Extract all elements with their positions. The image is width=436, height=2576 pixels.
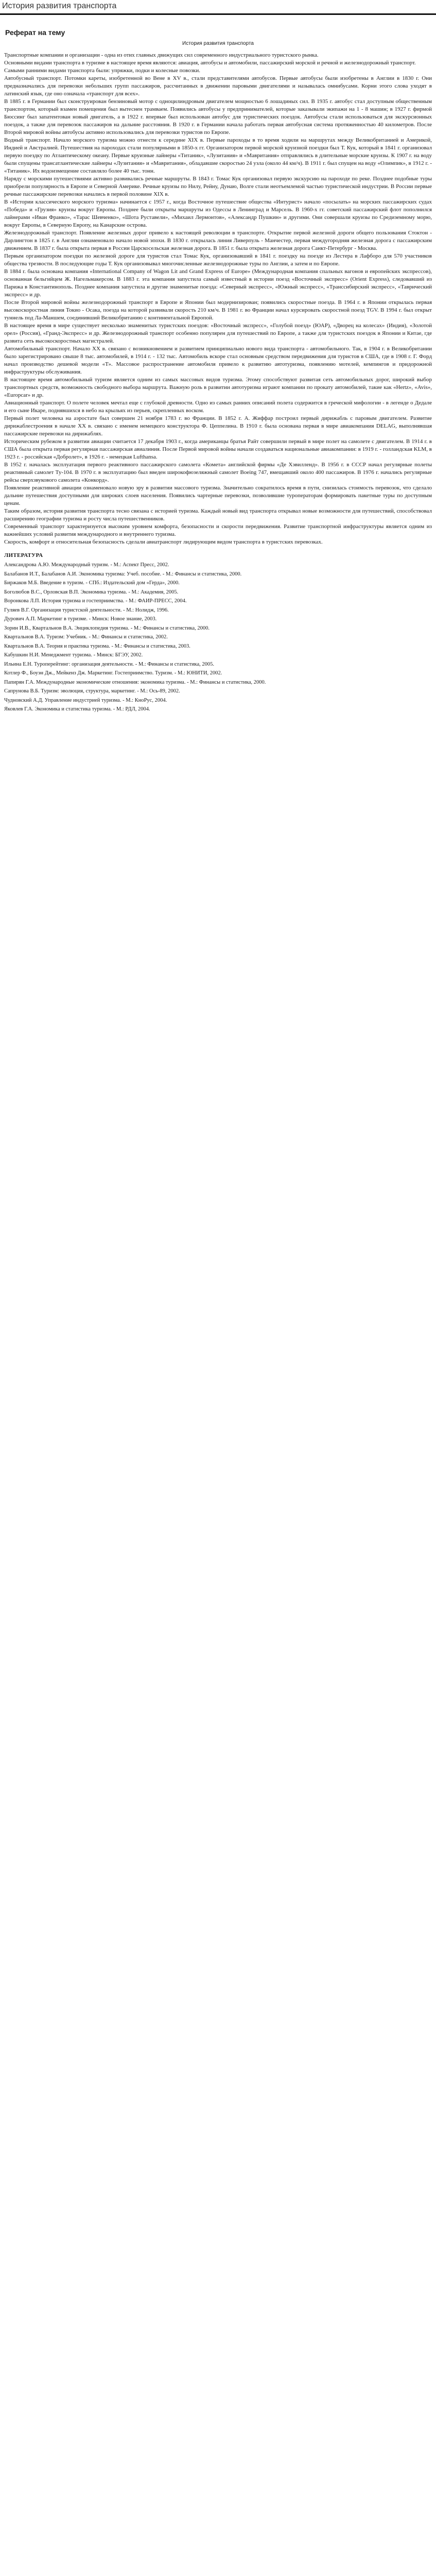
reference-item: Чудновский А.Д. Управление индустрией туризма. - М.: КноРус, 2004. [4,697,167,703]
paragraph: После Второй мировой войны железнодорожный транспорт в Европе и Японии был модернизирован; появились скоростные поезда. В 1964 г. в Японии открылась первая высокоскоростная линия Токио - Осака, поезда на которой развивали скорость 210 км/ч. В 1981 г. во Франции начал курсировать скоростной поезд TGV. В 1994 г. был открыт туннель под Ла-Маншем, соединивший Великобританию с континентальной Европой. [4,299,432,321]
paragraph: Наряду с морскими путешествиями активно развивались речные маршруты. В 1843 г. Томас Кук организовал первую экскурсию на пароходе по реке. Позднее подобные туры приобрели популярность в Европе и Северной Америке. Речные круизы по Нилу, Рейну, Дунаю, Волге стали неотъемлемой частью туристической индустрии. В России первые речные пассажирские перевозки начались в первой половине XIX в. [4,176,432,197]
paragraph: В 1884 г. была основана компания «International Company of Wagon Lit and Grand Express of Europe» (Международная компания спальных вагонов и европейских экспрессов), основанная бельгийцем Ж. Нагельмакерсом. В 1883 г. эта компания запустила самый известный в истории поезд «Восточный экспресс» (Orient Express), следовавший из Парижа в Константинополь. Позднее компания запустила и другие знаменитые поезда: «Северный экспресс», «Южный экспресс», «Транссибирский экспресс», «Таврический экспресс» и др. [4,268,432,298]
reference-item: Дурович А.П. Маркетинг в туризме. - Минск: Новое знание, 2003. [4,616,157,622]
reference-item: Квартальнов В.А. Туризм: Учебник. - М.: Финансы и статистика, 2002. [4,634,168,640]
paragraph: Автобусный транспорт. Потомки кареты, изобретенной во Вене в XV в., стали представителями автобусов. Первые автобусы были изобретены в Англии в 1830 г. Они предназначались для перевозки небольших групп пассажиров, рассчитанных в движении паровыми двигателями и называлась омнибусами. Корни этого слова уходят в латинский язык, где оно означала «транспорт для всех». [4,75,432,97]
paragraph: Современный транспорт характеризуется высоким уровнем комфорта, безопасности и скорости передвижения. Развитие транспортной инфраструктуры является одним из важнейших условий развития международного и внутреннего туризма. [4,523,432,537]
reference-item: Биржаков М.Б. Введение в туризм. - СПб.: Издательский дом «Герда», 2000. [4,580,180,586]
body-text [4,52,432,546]
title-divider [0,13,436,15]
reference-item: Кабушкин Н.И. Менеджмент туризма. - Минск: БГЭУ, 2002. [4,652,143,658]
paragraph: Железнодорожный транспорт. Появление железных дорог привело к настоящей революции в транспорте. Открытие первой железной дороги общего пользования Стоктон - Дарлингтон в 1825 г. в Англии ознаменовало начало новой эпохи. В 1830 г. открылась линия Ливерпуль - Манчестер, первая междугородняя железная дорога с пассажирским движением. В 1837 г. была открыта первая в России Царскосельская железная дорога. В 1851 г. была открыта железная дорога Санкт-Петербург - Москва. [4,230,432,251]
document-content [0,28,436,736]
reference-item: Яковлев Г.А. Экономика и статистика туризма. - М.: РДЛ, 2004. [4,706,150,712]
reference-item: Квартальнов В.А. Теория и практика туризма. - М.: Финансы и статистика, 2003. [4,643,190,649]
reference-item: Балабанов И.Т., Балабанов А.И. Экономика туризма: Учеб. пособие. - М.: Финансы и статистика, 2000. [4,571,242,577]
paragraph: В настоящее время в мире существует несколько знаменитых туристских поездов: «Восточный экспресс», «Голубой поезд» (ЮАР), «Дворец на колесах» (Индия), «Золотой орел» (Россия), «Гранд-Экспресс» и др. Железнодорожный транспорт особенно популярен для путешествий по Европе, а также для туристских поездок в Японии и Китае, где развита сеть высокоскоростных магистралей. [4,323,432,344]
paragraph: Авиационный транспорт. О полете человек мечтал еще с глубокой древности. Одно из самых ранних описаний полета содержится в греческой мифологии - в легенде о Дедале и его сыне Икаре, поднявшихся в небо на крыльях из перьев, скрепленных воском. [4,400,432,414]
paragraph: В настоящее время автомобильный туризм является одним из самых массовых видов туризма. Этому способствуют развитая сеть автомобильных дорог, широкий выбор транспортных средств, возможность свободного выбора маршрута. Важную роль в развитии автотуризма играют компании по прокату автомобилей, такие как «Hertz», «Avis», «Europcar» и др. [4,377,432,398]
paragraph: Первым организатором поездки по железной дороге для туристов стал Томас Кук, организовавший в 1841 г. поездку на поезде из Лестера в Лафборо для 570 участников общества трезвости. В последующие годы Т. Кук организовывал многочисленные железнодорожные туры по Англии, а затем и по Европе. [4,253,432,267]
paragraph: Основными видами транспорта в туризме в настоящее время являются: авиация, автобусы и автомобили, пассажирский морской и речной и железнодорожный транспорт. [4,60,416,66]
reference-item: Воронкова Л.П. История туризма и гостеприимства. - М.: ФАИР-ПРЕСС, 2004. [4,598,187,604]
reference-item: Ильина Е.Н. Туроперейтинг: организация деятельности. - М.: Финансы и статистика, 2005. [4,661,215,667]
paragraph: В «Истории классического морского туризма» начинается с 1957 г., когда Восточное путешествие общества «Интурист» начало «посылать» на морских пассажирских судах «Победа» и «Грузия» круизы вокруг Европы. Позднее были открыты маршруты из Одессы в Ленинград и Марсель. В 1960-х гг. советский пассажирский флот пополнился лайнерами «Иван Франко», «Тарас Шевченко», «Шота Руставели», «Михаил Лермонтов», «Александр Пушкин» и другими. Они совершали круизы по Средиземному морю, вокруг Европы, в Северную Европу, на Канарские острова. [4,199,432,228]
paragraph: Водный транспорт. Начало морского туризма можно отнести к середине XIX в. Первые пароходы в то время ходили на маршрутах между Великобританией и Америкой, Индией и Австралией. Путешествия на пароходах стали популярными в 1850-х гг. Организатором первой морской круизной поездки был Т. Кук, который в 1841 г. организовал первую поездку по Атлантическому океану. Первые круизные лайнеры «Титаник», «Лузитания» и «Мавритания» отправлялись в длительные морские круизы. К 1907 г. на воду были спущены трансатлантические лайнеры «Лузитания» и «Мавритания», обладавшие скоростью 24 узла (около 44 км/ч). В 1911 г. был спущен на воду «Олимпик», в 1912 г. - «Титаник». Их водоизмещение составляло более 40 тыс. тонн. [4,137,432,174]
reference-item: Папирян Г.А. Международные экономические отношения: экономика туризма. - М.: Финансы и статистика, 2000. [4,679,266,685]
reference-item: Котлер Ф., Боуэн Дж., Мейкенз Дж. Маркетинг. Гостеприимство. Туризм. - М.: ЮНИТИ, 2002. [4,670,222,676]
paragraph: Транспортные компании и организации - одна из отих главных движущих сил современного индустриального туристского рынка. [4,52,319,58]
paragraph: В 1952 г. началась эксплуатация первого реактивного пассажирского самолета «Комета» английской фирмы «Де Хэвилленд». В 1956 г. в СССР начал регулярные полеты реактивный самолет Ту-104. В 1970 г. в эксплуатацию был введен широкофюзеляжный самолет Boeing 747, вмещавший около 400 пассажиров. В 1976 г. начались регулярные рейсы сверхзвукового самолета «Конкорд». [4,462,432,483]
paragraph: Первый полет человека на аэростате был совершен 21 ноября 1783 г. во Франции. В 1852 г. А. Жиффар построил первый дирижабль с паровым двигателем. Развитие дирижаблестроения в начале XX в. связано с именем немецкого конструктора Ф. Цеппелина. В 1910 г. была основана первая в мире авиакомпания DELAG, выполнявшая пассажирские перевозки на дирижаблях. [4,415,432,437]
window-title: История развития транспорта [2,2,117,10]
paragraph: Появление реактивной авиации ознаменовало новую эру в развитии массового туризма. Значительно сократилось время в пути, снизилась стоимость перевозок, что сделало дальние путешествия доступными для широких слоев населения. Появились чартерные перевозки, позволившие туроператорам формировать пакетные туры по доступным ценам. [4,485,432,506]
essay-label: Реферат на тему [5,28,65,37]
reference-item: Александрова А.Ю. Международный туризм. - М.: Аспект Пресс, 2002. [4,562,169,568]
reference-item: Сапрунова В.Б. Туризм: эволюция, структура, маркетинг. - М.: Ось-89, 2002. [4,688,180,694]
paragraph: В 1885 г. в Германии был сконструирован бензиновый мотор с одноцилиндровым двигателем мощностью 6 лошадиных сил. В 1935 г. автобус стал доступным общественным транспортом, который взамен помещения был вытеснен трамваем. Появились автобусы у предпринимателей, которые заказывали экипажи на 1 - 8 машин; в 1927 г. фирмой Бюссинг был запатентован новый двигатель, а в 1922 г. впервые был использован автобус для туристических поездок. Автобусы стали использоваться для экскурсионных поездок, а также для перевозок пассажиров на дальние расстояния. В 1920 г. в Германии начала работать первая автобусная система протяженностью 40 километров. После Второй мировой войны автобусы активно использовались для перевозки туристов по Европе. [4,98,432,135]
reference-item: Боголюбов В.С., Орловская В.П. Экономика туризма. - М.: Академия, 2005. [4,589,179,595]
paragraph: Таким образом, история развития транспорта тесно связана с историей туризма. Каждый новый вид транспорта открывал новые возможности для путешествий, способствовал расширению географии туризма и росту числа путешественников. [4,508,432,522]
paragraph: Самыми ранними видами транспорта были: упряжки, подки и колесные повозки. [4,67,201,74]
document-title: История развития транспорта [182,41,254,46]
reference-item: Гуляев В.Г. Организация туристской деятельности. - М.: Нолидж, 1996. [4,607,169,613]
references-heading: ЛИТЕРАТУРА [4,552,43,558]
paragraph: Скорость, комфорт и относительная безопасность сделали авиатранспорт лидирующим видом транспорта в туристских перевозках. [4,539,323,545]
paragraph: Историческим рубежом в развитии авиации считается 17 декабря 1903 г., когда американцы братья Райт совершили первый в мире полет на самолете с двигателем. В 1914 г. в США была открыта первая регулярная пассажирская авиалиния. После Первой мировой войны начали создаваться национальные авиакомпании: в 1919 г. - голландская KLM, в 1923 г. - российская «Добролет», в 1926 г. - немецкая Lufthansa. [4,438,432,460]
paragraph: Автомобильный транспорт. Начало XX в. связано с возникновением и развитием принципиально нового вида транспорта - автомобильного. Так, в 1904 г. в Великобритании было зарегистрировано свыше 8 тыс. автомобилей, в 1914 г. - 132 тыс. Автомобиль вскоре стал основным средством передвижения для туристов в США, где в 1908 г. Г. Форд начал производство дешевой модели «Т». Массовое распространение автомобиля привело к развитию автотуризма, появлению мотелей, кемпингов и придорожной инфраструктуры обслуживания. [4,346,432,375]
references-list [4,562,432,714]
reference-item: Зорин И.В., Квартальнов В.А. Энциклопедия туризма. - М.: Финансы и статистика, 2000. [4,625,210,631]
